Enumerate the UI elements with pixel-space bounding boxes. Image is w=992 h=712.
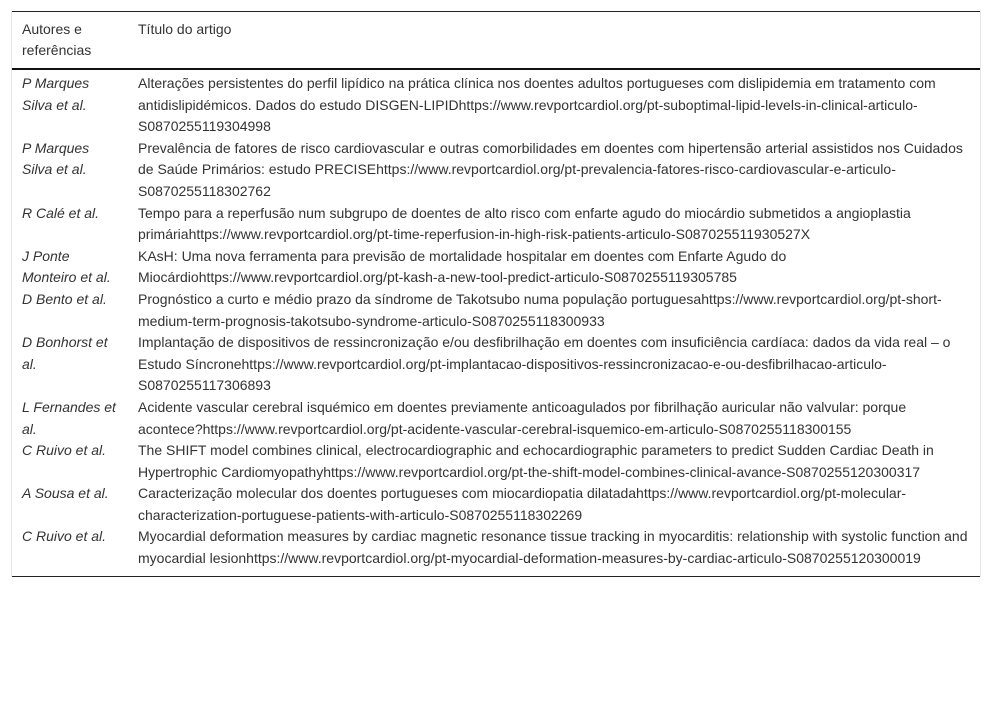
row-authors: P Marques Silva et al. — [22, 75, 90, 113]
table-row — [12, 246, 980, 289]
table-row — [12, 440, 980, 483]
header-authors: Autores e referências — [12, 12, 128, 70]
table-row — [12, 203, 980, 246]
row-title: Implantação de dispositivos de ressincronização e/ou desfibrilhação em doentes com insuficiência cardíaca: dados da vida real – o Estudo Síncronehttps://www.revportcardiol.org/pt-implantacao-dispositivos-ressincronizacao-e-ou-desfibrilhacao-articulo-S0870255117306893 — [138, 334, 951, 394]
row-authors: J Ponte Monteiro et al. — [22, 247, 111, 286]
row-authors: A Sousa et al. — [22, 485, 109, 502]
row-title: Tempo para a reperfusão num subgrupo de doentes de alto risco com enfarte agudo do miocárdio submetidos a angioplastia primáriahttps://www.revportcardiol.org/pt-time-reperfusion-in-high-risk-patients-articulo-S087025511930527X — [138, 204, 911, 243]
row-title: KAsH: Uma nova ferramenta para previsão de mortalidade hospitalar em doentes com Enfarte Agudo do Miocárdiohttps://www.revportcardiol.org/pt-kash-a-new-tool-predict-articulo-S0870255119305785 — [138, 247, 787, 286]
articles-table-container — [11, 11, 981, 577]
row-title: Myocardial deformation measures by cardiac magnetic resonance tissue tracking in myocarditis: relationship with systolic function and myocardial lesionhttps://www.revportcardiol.org/pt-myocardial-deformation-measures-by-cardiac-articulo-S0870255120300019 — [128, 526, 980, 576]
row-title: Prognóstico a curto e médio prazo da síndrome de Takotsubo numa população portuguesahttps://www.revportcardiol.org/pt-short-medium-term-prognosis-takotsubo-syndrome-articulo-S0870255118300933 — [138, 290, 942, 329]
table-row — [12, 332, 980, 397]
articles-table — [12, 11, 980, 577]
row-title: The SHIFT model combines clinical, electrocardiographic and echocardiographic parameters to predict Sudden Cardiac Death in Hypertrophic Cardiomyopathyhttps://www.revportcardiol.org/pt-the-shift-model-combines-clinical-avance-S0870255120300317 — [138, 442, 934, 480]
row-authors: D Bonhorst et al. — [22, 334, 108, 372]
row-authors: C Ruivo et al. — [12, 526, 128, 576]
table-row — [12, 138, 980, 203]
header-row — [12, 12, 980, 70]
table-row — [12, 526, 980, 576]
row-title: Acidente vascular cerebral isquémico em doentes previamente anticoagulados por fibrilhação auricular não valvular: porque acontece?https://www.revportcardiol.org/pt-acidente-vascular-cerebral-isquemico-em-articulo-S0870255118300155 — [138, 398, 907, 437]
row-title: Caracterização molecular dos doentes portugueses com miocardiopatia dilatadahttps://www.revportcardiol.org/pt-molecular-characterization-portuguese-patients-with-articulo-S0870255118302269 — [138, 485, 907, 523]
row-authors: C Ruivo et al. — [22, 442, 107, 459]
row-title: Prevalência de fatores de risco cardiovascular e outras comorbilidades em doentes com hipertensão arterial assistidos nos Cuidados de Saúde Primários: estudo PRECISEhttps://www.revportcardiol.org/pt-prevalencia-fatores-risco-cardiovascular-e-articulo-S0870255118302762 — [138, 139, 963, 199]
row-authors: L Fernandes et al. — [22, 398, 116, 437]
table-row — [12, 483, 980, 526]
table-row — [12, 397, 980, 440]
row-authors: D Bento et al. — [22, 290, 107, 307]
table-row — [12, 69, 980, 138]
table-row — [12, 289, 980, 332]
header-title: Título do artigo — [128, 12, 980, 70]
row-authors: P Marques Silva et al. — [22, 139, 90, 178]
row-authors: R Calé et al. — [22, 204, 100, 221]
table-body — [12, 69, 980, 576]
table-header — [12, 12, 980, 70]
row-title: Alterações persistentes do perfil lipídico na prática clínica nos doentes adultos portugueses com dislipidemia em tratamento com antidislipidémicos. Dados do estudo DISGEN-LIPIDhttps://www.revportcardiol.org/pt-suboptimal-lipid-levels-in-clinical-articulo-S0870255119304998 — [138, 75, 936, 135]
